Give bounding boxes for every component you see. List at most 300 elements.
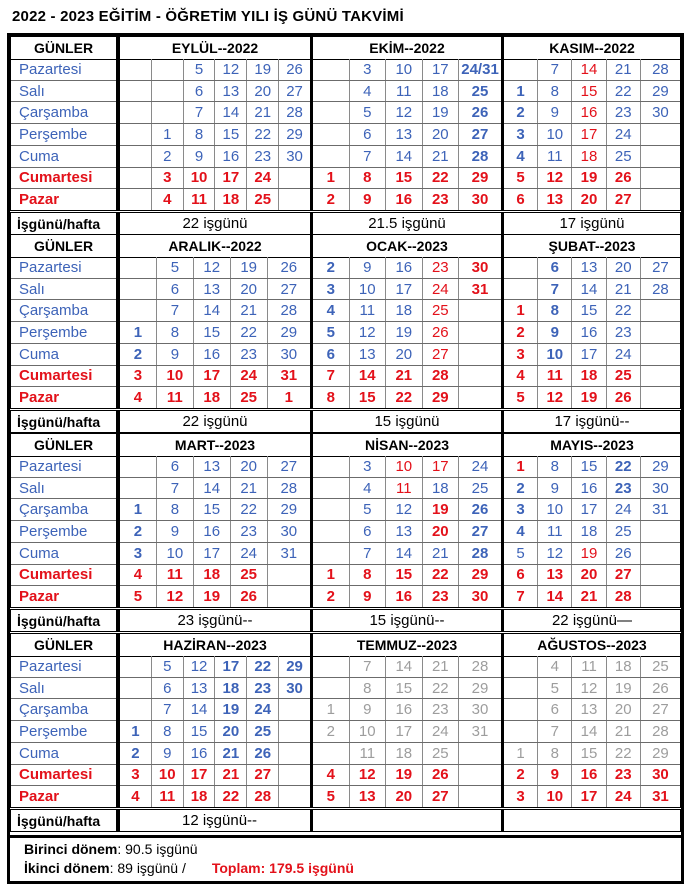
date-cell: 18 [606, 656, 640, 677]
week-row [120, 499, 310, 521]
date-cell [313, 656, 349, 677]
date-cell: 7 [156, 300, 193, 321]
date-cell: 10 [156, 366, 193, 387]
date-cell: 27 [278, 81, 310, 102]
date-cell: 16 [385, 189, 422, 210]
month-workdays: 21.5 işgünü [311, 212, 502, 235]
date-cell: 29 [640, 81, 680, 102]
month-workdays [311, 809, 502, 832]
day-name: Pazar [19, 588, 60, 606]
date-cell: 26 [606, 387, 640, 408]
date-cell: 21 [571, 586, 605, 607]
week-row [504, 366, 680, 388]
date-cell: 7 [349, 543, 386, 564]
date-cell: 24 [246, 168, 278, 189]
day-name: Pazar [19, 788, 60, 806]
date-cell: 8 [156, 499, 193, 520]
day-name: Perşembe [11, 721, 116, 743]
month-block [311, 36, 502, 211]
week-row [120, 279, 310, 301]
date-cell: 17 [385, 721, 422, 742]
week-row [120, 699, 310, 721]
week-row [504, 124, 680, 146]
date-cell: 27 [267, 456, 310, 477]
date-cell: 5 [516, 169, 525, 187]
date-cell: 2 [133, 345, 143, 363]
date-cell: 8 [537, 81, 571, 102]
date-cell: 6 [516, 566, 525, 584]
date-cell: 3 [326, 280, 335, 298]
week-row [120, 656, 310, 678]
date-cell: 20 [385, 786, 422, 807]
date-cell [458, 366, 501, 387]
month-grid [313, 257, 501, 408]
week-row [504, 168, 680, 190]
week-row [313, 59, 501, 81]
day-name: Salı [11, 279, 116, 301]
date-cell [267, 586, 310, 607]
month-block [118, 633, 311, 808]
date-cell: 16 [571, 765, 605, 786]
day-name: Pazar [19, 191, 60, 209]
date-cell: 30 [278, 678, 310, 699]
date-cell: 15 [571, 300, 605, 321]
date-cell: 21 [214, 765, 246, 786]
calendar-table [7, 33, 684, 838]
date-cell: 27 [640, 257, 680, 278]
date-cell: 26 [422, 322, 459, 343]
date-cell: 14 [183, 699, 215, 720]
date-cell [120, 300, 156, 321]
summary-box [7, 838, 684, 884]
date-cell: 26 [230, 586, 267, 607]
date-cell: 23 [422, 699, 459, 720]
date-cell [313, 743, 349, 764]
date-cell: 4 [537, 656, 571, 677]
date-cell: 16 [385, 257, 422, 278]
day-name: Cuma [11, 543, 116, 565]
date-cell: 28 [640, 721, 680, 742]
date-cell [504, 257, 537, 278]
date-cell [504, 721, 537, 742]
date-cell: 9 [151, 743, 183, 764]
date-cell: 24 [606, 124, 640, 145]
date-cell: 2 [516, 324, 525, 342]
date-cell: 22 [422, 168, 459, 189]
date-cell: 14 [193, 300, 230, 321]
day-labels-column [10, 633, 118, 808]
week-row [313, 344, 501, 366]
date-cell: 26 [458, 499, 501, 520]
date-cell: 13 [193, 279, 230, 300]
date-cell: 1 [516, 82, 525, 100]
date-cell: 11 [537, 146, 571, 167]
week-row [313, 102, 501, 124]
date-cell: 20 [422, 124, 459, 145]
date-cell: 9 [156, 521, 193, 542]
date-cell: 2 [131, 744, 140, 762]
day-name: Cuma [11, 146, 116, 168]
date-cell [120, 168, 151, 189]
date-cell: 3 [133, 367, 143, 385]
date-cell: 22 [606, 743, 640, 764]
day-name: Cuma [11, 344, 116, 366]
date-cell: 1 [151, 124, 183, 145]
date-cell: 24 [230, 366, 267, 387]
date-cell: 5 [183, 59, 215, 80]
date-cell: 1 [326, 169, 335, 187]
date-cell [313, 456, 349, 477]
week-row [313, 124, 501, 146]
date-cell: 8 [537, 300, 571, 321]
date-cell: 4 [516, 523, 525, 541]
date-cell: 7 [156, 478, 193, 499]
day-name: Pazartesi [11, 257, 116, 279]
date-cell: 10 [537, 499, 571, 520]
date-cell: 16 [193, 521, 230, 542]
month-block [118, 433, 311, 608]
week-row [120, 168, 310, 190]
date-cell: 29 [278, 656, 310, 677]
date-cell: 29 [278, 124, 310, 145]
date-cell [120, 678, 151, 699]
date-cell: 5 [516, 389, 525, 407]
second-term-line [24, 860, 354, 876]
date-cell [151, 81, 183, 102]
day-name: Salı [11, 478, 116, 500]
date-cell: 24/31 [458, 59, 501, 80]
date-cell: 5 [349, 102, 386, 123]
date-cell: 19 [422, 102, 459, 123]
week-row [120, 478, 310, 500]
date-cell: 27 [458, 124, 501, 145]
week-row [313, 499, 501, 521]
date-cell: 18 [422, 478, 459, 499]
week-row [504, 59, 680, 81]
date-cell [640, 189, 680, 210]
month-block [502, 36, 681, 211]
date-cell: 20 [385, 344, 422, 365]
date-cell [313, 124, 349, 145]
date-cell: 7 [183, 102, 215, 123]
date-cell [278, 721, 310, 742]
date-cell: 9 [537, 478, 571, 499]
day-name: Pazartesi [11, 59, 116, 81]
date-cell: 9 [537, 765, 571, 786]
week-row [313, 699, 501, 721]
date-cell: 23 [606, 322, 640, 343]
date-cell: 6 [183, 81, 215, 102]
date-cell: 14 [385, 146, 422, 167]
week-row [504, 678, 680, 700]
day-name: Çarşamba [11, 699, 116, 721]
date-cell [313, 102, 349, 123]
date-cell: 1 [133, 324, 143, 342]
date-cell: 26 [606, 543, 640, 564]
week-row [504, 279, 680, 301]
date-cell: 7 [537, 279, 571, 300]
date-cell: 30 [458, 189, 501, 210]
date-cell: 22 [214, 786, 246, 807]
date-cell: 19 [385, 765, 422, 786]
date-cell: 27 [422, 786, 459, 807]
day-name: Pazar [19, 389, 60, 407]
week-row [313, 322, 501, 344]
month-workdays: 22 işgünü [118, 410, 311, 433]
week-row [120, 456, 310, 478]
date-cell: 31 [458, 279, 501, 300]
date-cell: 18 [193, 387, 230, 408]
date-cell: 18 [193, 565, 230, 586]
date-cell: 19 [214, 699, 246, 720]
week-row [504, 257, 680, 279]
date-cell [313, 499, 349, 520]
date-cell: 23 [606, 765, 640, 786]
date-cell: 13 [537, 189, 571, 210]
week-row [120, 59, 310, 81]
day-labels-column [10, 433, 118, 608]
date-cell: 5 [326, 324, 335, 342]
date-cell: 27 [267, 279, 310, 300]
weekly-workdays-label: İşgünü/hafta [10, 212, 118, 235]
week-row [504, 300, 680, 322]
date-cell: 2 [151, 146, 183, 167]
date-cell: 21 [230, 478, 267, 499]
week-row [504, 656, 680, 678]
month-workdays [502, 809, 681, 832]
date-cell: 24 [230, 543, 267, 564]
week-row [313, 743, 501, 765]
date-cell: 16 [571, 102, 605, 123]
date-cell: 24 [422, 279, 459, 300]
month-block [311, 234, 502, 409]
date-cell: 20 [230, 279, 267, 300]
date-cell: 14 [349, 366, 386, 387]
date-cell: 15 [193, 322, 230, 343]
date-cell: 12 [156, 586, 193, 607]
week-row [504, 765, 680, 787]
date-cell: 25 [458, 81, 501, 102]
date-cell [504, 59, 537, 80]
date-cell: 14 [385, 543, 422, 564]
date-cell [640, 565, 680, 586]
date-cell: 11 [385, 81, 422, 102]
date-cell: 24 [246, 699, 278, 720]
date-cell: 7 [151, 699, 183, 720]
date-cell: 28 [640, 279, 680, 300]
date-cell: 10 [385, 59, 422, 80]
month-grid [313, 656, 501, 807]
date-cell: 26 [267, 257, 310, 278]
date-cell [458, 344, 501, 365]
date-cell: 15 [385, 678, 422, 699]
date-cell: 30 [458, 699, 501, 720]
day-name: Pazartesi [11, 456, 116, 478]
date-cell: 28 [458, 146, 501, 167]
date-cell: 7 [516, 588, 525, 606]
date-cell: 13 [571, 257, 605, 278]
date-cell: 14 [571, 279, 605, 300]
date-cell: 1 [516, 457, 525, 475]
day-name: Perşembe [11, 521, 116, 543]
date-cell: 17 [193, 543, 230, 564]
week-row [120, 786, 310, 807]
date-cell: 18 [422, 81, 459, 102]
date-cell [458, 322, 501, 343]
date-cell: 24 [422, 721, 459, 742]
date-cell: 20 [571, 189, 605, 210]
month-title: TEMMUZ--2023 [313, 634, 501, 657]
date-cell: 6 [326, 345, 335, 363]
date-cell: 28 [640, 59, 680, 80]
week-row [504, 81, 680, 103]
week-row [313, 456, 501, 478]
week-row [120, 366, 310, 388]
week-row [313, 521, 501, 543]
week-row [313, 81, 501, 103]
day-name: Cuma [11, 743, 116, 765]
date-cell: 20 [214, 721, 246, 742]
week-row [120, 521, 310, 543]
date-cell: 15 [349, 387, 386, 408]
date-cell: 1 [516, 302, 525, 320]
date-cell: 10 [537, 124, 571, 145]
day-name: Çarşamba [11, 102, 116, 124]
date-cell: 13 [385, 521, 422, 542]
date-cell: 5 [151, 656, 183, 677]
date-cell: 23 [422, 257, 459, 278]
week-row [313, 765, 501, 787]
date-cell [458, 786, 501, 807]
date-cell: 13 [349, 344, 386, 365]
date-cell [504, 678, 537, 699]
date-cell: 26 [606, 168, 640, 189]
date-cell: 3 [516, 788, 525, 806]
date-cell [458, 387, 501, 408]
date-cell: 7 [537, 59, 571, 80]
date-cell: 1 [326, 701, 335, 719]
date-cell: 19 [246, 59, 278, 80]
date-cell: 7 [349, 146, 386, 167]
week-row [504, 456, 680, 478]
month-title: KASIM--2022 [504, 37, 680, 60]
date-cell [640, 366, 680, 387]
date-cell: 19 [571, 168, 605, 189]
date-cell: 28 [458, 656, 501, 677]
date-cell: 30 [458, 257, 501, 278]
total-workdays: Toplam: 179.5 işgünü [211, 860, 354, 876]
date-cell [640, 300, 680, 321]
week-row [313, 786, 501, 807]
date-cell: 27 [458, 521, 501, 542]
date-cell: 12 [349, 765, 386, 786]
date-cell: 22 [230, 322, 267, 343]
day-name: Çarşamba [11, 499, 116, 521]
date-cell: 1 [326, 566, 335, 584]
date-cell: 11 [156, 387, 193, 408]
week-row [504, 499, 680, 521]
date-cell: 28 [278, 102, 310, 123]
date-cell: 18 [183, 786, 215, 807]
date-cell: 22 [230, 499, 267, 520]
date-cell: 15 [385, 168, 422, 189]
week-row [120, 678, 310, 700]
date-cell: 12 [349, 322, 386, 343]
date-cell: 21 [246, 102, 278, 123]
month-workdays: 23 işgünü-- [118, 609, 311, 632]
date-cell: 25 [422, 743, 459, 764]
date-cell: 12 [537, 168, 571, 189]
week-row [120, 586, 310, 607]
date-cell: 8 [537, 456, 571, 477]
date-cell [504, 279, 537, 300]
date-cell: 18 [214, 678, 246, 699]
date-cell: 29 [458, 168, 501, 189]
date-cell: 14 [537, 586, 571, 607]
date-cell [640, 543, 680, 564]
date-cell: 29 [422, 387, 459, 408]
date-cell: 18 [571, 366, 605, 387]
date-cell [640, 586, 680, 607]
date-cell [120, 279, 156, 300]
date-cell: 11 [349, 743, 386, 764]
date-cell: 29 [267, 499, 310, 520]
date-cell: 26 [640, 678, 680, 699]
date-cell: 17 [214, 168, 246, 189]
date-cell: 4 [131, 788, 140, 806]
date-cell: 23 [230, 521, 267, 542]
date-cell: 30 [278, 146, 310, 167]
date-cell [151, 59, 183, 80]
date-cell: 12 [183, 656, 215, 677]
date-cell: 20 [606, 699, 640, 720]
date-cell: 2 [133, 523, 143, 541]
week-row [504, 344, 680, 366]
month-title: ARALIK--2022 [120, 235, 310, 258]
week-row [120, 124, 310, 146]
month-workdays: 17 işgünü-- [502, 410, 681, 433]
week-row [313, 366, 501, 388]
day-labels-column [10, 36, 118, 211]
day-name: Perşembe [11, 124, 116, 146]
date-cell [640, 146, 680, 167]
date-cell: 4 [349, 478, 386, 499]
date-cell: 10 [349, 279, 386, 300]
date-cell: 4 [516, 367, 525, 385]
month-grid [504, 656, 680, 807]
week-row [313, 300, 501, 322]
date-cell [458, 765, 501, 786]
date-cell: 8 [537, 743, 571, 764]
date-cell: 22 [385, 387, 422, 408]
date-cell: 13 [571, 699, 605, 720]
date-cell: 5 [516, 544, 525, 562]
date-cell: 25 [230, 387, 267, 408]
date-cell [640, 168, 680, 189]
date-cell: 25 [640, 656, 680, 677]
date-cell: 24 [606, 786, 640, 807]
date-cell [313, 478, 349, 499]
date-cell: 15 [385, 565, 422, 586]
date-cell: 4 [133, 389, 143, 407]
date-cell: 30 [267, 344, 310, 365]
date-cell: 8 [151, 721, 183, 742]
date-cell: 2 [326, 723, 335, 741]
date-cell: 23 [422, 586, 459, 607]
date-cell: 14 [571, 59, 605, 80]
date-cell: 4 [326, 302, 335, 320]
week-row [313, 678, 501, 700]
